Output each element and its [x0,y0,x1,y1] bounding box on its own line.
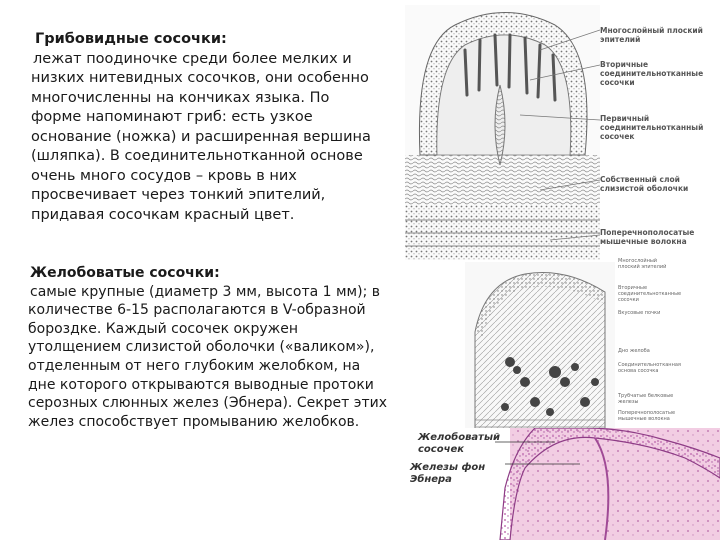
vallate-heading: Желобоватые сосочки: [30,265,220,281]
fig1-label-primary-papilla: Первичный соединительнотканный сосочек [600,114,704,141]
fungiform-line: очень много сосудов – кровь в них [31,167,297,184]
fig2-label-secondary-papillae: Вторичные соединительнотканные сосочки [618,285,682,303]
fungiform-line: просвечивает через тонкий эпителий, [31,187,326,203]
fig2-label-connective-base: Соединительнотканная основа сосочка [618,362,681,374]
fig1-label-epithelium: Многослойный плоский эпителий [600,26,703,44]
fig1-label-lamina-propria: Собственный слой слизистой оболочки [600,175,689,193]
fig1-label-muscle-fibers: Поперечнополосатые мышечные волокна [600,228,695,246]
vallate-line: утолщением слизистой оболочки («валиком»), [28,339,375,356]
vallate-line: отделенным от него глубоким желобком, на [28,357,361,374]
fungiform-line: форме напоминают гриб: есть узкое [31,109,313,125]
fungiform-line: основание (ножка) и расширенная вершина [31,128,371,145]
vallate-papilla-illustration [465,262,615,432]
fig2-label-glands: Трубчатые белковые железы [618,393,674,405]
fungiform-heading: Грибовидные сосочки: [35,31,227,47]
fig3-label-text: Желобоватый сосочек [418,432,500,455]
fig3-label-text: Железы фон Эбнера [410,462,486,485]
fungiform-line: лежат поодиночке среди более мелких и [33,50,352,67]
vallate-line: серозных слюнных желез (Эбнера). Секрет этих [28,395,387,412]
vallate-papillae-text [28,264,400,431]
fungiform-line: многочисленны на кончиках языка. По [31,89,330,106]
fungiform-line: низких нитевидных сосочков, они особенно [31,70,369,86]
fungiform-line: (шляпка). В соединительнотканной основе [31,148,363,164]
vallate-line: бороздке. Каждый сосочек окружен [28,320,299,337]
fig2-label-taste-buds: Вкусовые почки [618,310,661,316]
fig2-label-muscle: Поперечнополосатые мышечные волокна [618,410,676,422]
vallate-line: дне которого открываются выводные протоки [28,376,374,393]
fig1-label-secondary-papillae: Вторичные соединительнотканные сосочки [600,60,704,87]
fig3-label-ebner-glands [410,462,490,486]
fig2-label-epithelium: Многослойный плоский эпителий [618,258,667,270]
vallate-line: желез способствует промыванию желобков. [28,413,360,430]
vallate-line: самые крупные (диаметр 3 мм, высота 1 мм); в [30,283,380,300]
vallate-line: количестве 6-15 располагаются в V-образной [28,302,366,319]
fig2-label-groove-bottom: Дно желоба [618,348,650,354]
fig3-leader-lines [495,438,585,468]
fungiform-papillae-text [31,30,391,225]
fig1-leader-lines [500,20,600,250]
fungiform-line: придавая сосочкам красный цвет. [31,206,295,223]
